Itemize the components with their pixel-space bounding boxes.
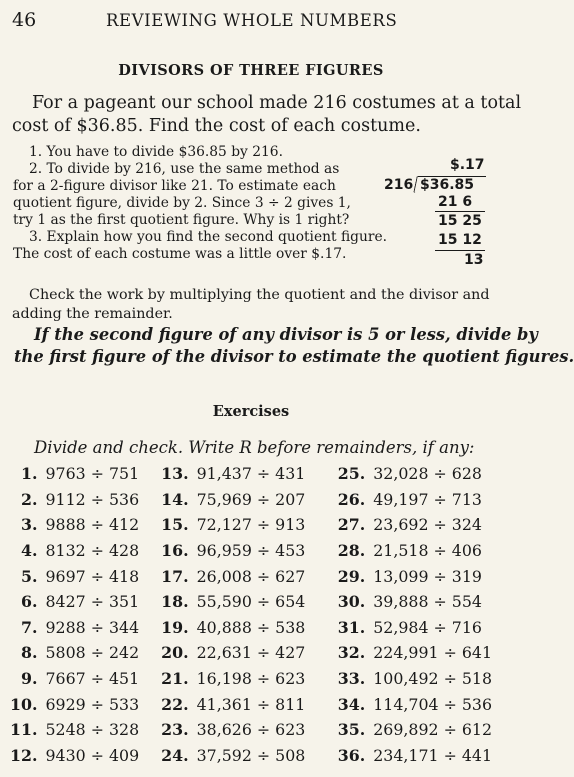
exercise-row [10,691,502,717]
exercise-number: 32. [337,643,366,663]
exercise-problem: 269,892 ÷ 612 [373,720,492,740]
exercise-number: 29. [337,566,366,586]
step-line: The cost of each costume was a little over $.17. [13,246,347,262]
step-line: for a 2-figure divisor like 21. To estimate each [13,178,336,194]
exercise-problem: 39,888 ÷ 554 [373,592,482,612]
intro-line: cost of $36.85. Find the cost of each costume. [12,116,421,136]
exercise-problem: 9288 ÷ 344 [45,617,140,637]
exercise-row [10,743,502,769]
rule-line: the first figure of the divisor to estimate the quotient figures. [14,347,574,366]
exercise-row [10,589,502,615]
exercise-number: 27. [337,515,366,535]
exercise-number: 24. [161,745,189,765]
exercise-problem: 5808 ÷ 242 [45,643,140,663]
exercise-problem: 23,692 ÷ 324 [373,515,482,535]
exercise-row [10,461,502,487]
step-line: 3. Explain how you find the second quotient figure. [29,229,388,245]
exercise-number: 13. [161,464,189,484]
step-line: 2. To divide by 216, use the same method as [29,161,340,177]
exercise-problem: 72,127 ÷ 913 [196,515,306,535]
exercise-problem: 9430 ÷ 409 [45,745,140,765]
exercise-number: 10. [10,694,38,714]
division-line: 21 6 [438,194,473,210]
exercise-number: 8. [20,643,38,663]
exercise-problem: 37,592 ÷ 508 [196,745,306,765]
exercise-row [10,666,502,692]
exercise-number: 22. [161,694,189,714]
division-divisor: 216 [384,177,414,193]
exercise-number: 33. [337,669,366,689]
exercise-number: 34. [337,694,366,714]
exercise-number: 23. [161,720,189,740]
exercises-table [10,461,502,768]
exercise-problem: 8132 ÷ 428 [45,541,140,561]
exercise-number: 17. [161,566,189,586]
exercise-problem: 38,626 ÷ 623 [196,720,306,740]
exercise-number: 19. [161,617,189,637]
exercise-problem: 22,631 ÷ 427 [196,643,306,663]
rule-line: If the second figure of any divisor is 5 or less, divide by [34,325,538,344]
exercise-number: 2. [20,489,38,509]
exercises-title: Exercises [212,403,290,420]
exercise-number: 3. [20,515,38,535]
exercise-problem: 9697 ÷ 418 [45,566,140,586]
division-bracket [413,176,419,193]
exercise-number: 21. [161,669,189,689]
exercise-problem: 9112 ÷ 536 [45,489,140,509]
division-remainder: 13 [464,252,484,268]
exercise-number: 26. [337,489,366,509]
division-dividend: $36.85 [420,177,475,193]
exercise-problem: 8427 ÷ 351 [45,592,140,612]
intro-paragraph [12,92,521,138]
exercise-problem: 91,437 ÷ 431 [196,464,306,484]
exercise-problem: 40,888 ÷ 538 [196,617,306,637]
exercise-number: 18. [161,592,189,612]
long-division [384,157,494,272]
exercise-number: 16. [161,541,189,561]
exercise-number: 36. [337,745,366,765]
exercise-problem: 32,028 ÷ 628 [373,464,482,484]
exercise-number: 1. [20,464,38,484]
exercise-problem: 13,099 ÷ 319 [373,566,482,586]
page-number: 46 [12,9,37,31]
exercise-number: 14. [161,489,189,509]
exercise-row [10,563,502,589]
check-paragraph [12,286,490,324]
division-quotient: $.17 [450,157,485,173]
exercise-problem: 9888 ÷ 412 [45,515,140,535]
exercise-number: 9. [20,669,38,689]
step-line: try 1 as the first quotient figure. Why is 1 right? [13,212,350,228]
running-title: REVIEWING WHOLE NUMBERS [106,11,398,30]
exercise-problem: 41,361 ÷ 811 [196,694,306,714]
exercise-row [10,717,502,743]
exercise-number: 31. [337,617,366,637]
exercise-problem: 6929 ÷ 533 [45,694,140,714]
exercise-number: 7. [20,617,38,637]
step-line: quotient figure, divide by 2. Since 3 ÷ 2 gives 1, [13,195,351,211]
exercise-problem: 224,991 ÷ 641 [373,643,492,663]
check-line: adding the remainder. [12,306,173,322]
exercise-number: 25. [337,464,366,484]
exercise-number: 15. [161,515,189,535]
rule-paragraph [14,324,574,368]
exercise-row [10,538,502,564]
exercise-problem: 49,197 ÷ 713 [373,489,482,509]
exercise-problem: 234,171 ÷ 441 [373,745,492,765]
exercise-problem: 21,518 ÷ 406 [373,541,482,561]
exercise-problem: 100,492 ÷ 518 [373,669,492,689]
exercise-row [10,640,502,666]
division-line: 15 25 [438,213,482,229]
exercise-row [10,615,502,641]
step-line: 1. You have to divide $36.85 by 216. [29,144,283,160]
exercise-problem: 5248 ÷ 328 [45,720,140,740]
exercise-number: 6. [20,592,38,612]
exercise-number: 35. [337,720,366,740]
exercise-row [10,487,502,513]
division-line: 15 12 [438,232,482,248]
exercise-problem: 16,198 ÷ 623 [196,669,306,689]
exercise-number: 30. [337,592,366,612]
exercise-problem: 26,008 ÷ 627 [196,566,306,586]
exercises-instructions: Divide and check. Write R before remainders, if any: [34,438,475,457]
section-title: DIVISORS OF THREE FIGURES [118,62,384,79]
exercise-number: 11. [10,720,38,740]
exercise-problem: 55,590 ÷ 654 [196,592,306,612]
exercise-problem: 52,984 ÷ 716 [373,617,482,637]
exercise-number: 12. [10,745,38,765]
exercise-problem: 7667 ÷ 451 [45,669,140,689]
intro-line: For a pageant our school made 216 costumes at a total [32,93,522,113]
exercise-number: 5. [20,566,38,586]
exercise-problem: 96,959 ÷ 453 [196,541,306,561]
exercise-row [10,512,502,538]
exercise-number: 20. [161,643,189,663]
division-rule [435,211,485,212]
division-rule [435,250,485,251]
exercise-number: 28. [337,541,366,561]
exercise-problem: 75,969 ÷ 207 [196,489,306,509]
check-line: Check the work by multiplying the quotient and the divisor and [29,287,490,303]
exercise-problem: 9763 ÷ 751 [45,464,140,484]
exercise-number: 4. [20,541,38,561]
exercise-problem: 114,704 ÷ 536 [373,694,492,714]
steps-text [13,144,387,263]
